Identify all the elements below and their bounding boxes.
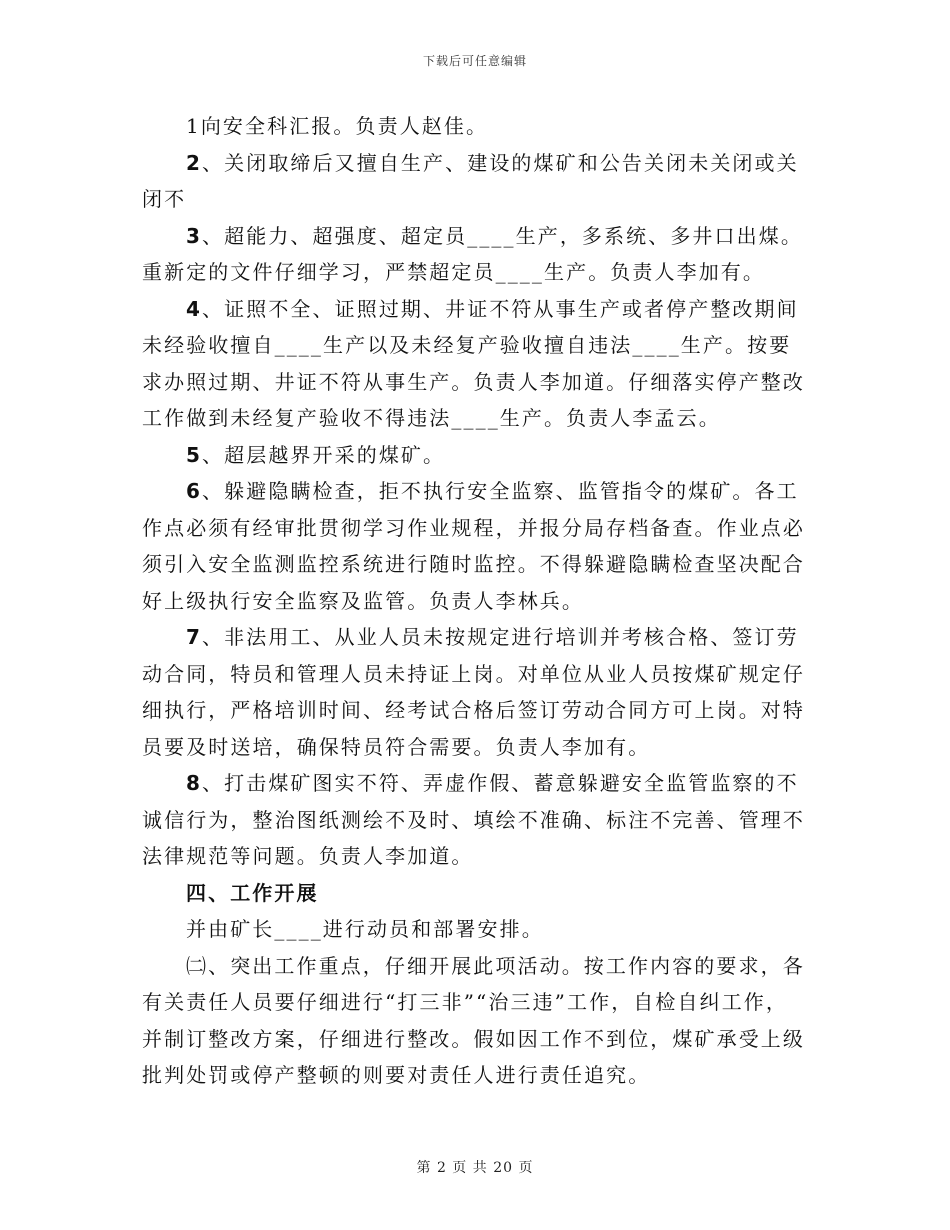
paragraph [142, 291, 810, 437]
header-note: 下载后可任意编辑 [422, 54, 527, 68]
item-number: 6 [186, 479, 203, 503]
item-number: 3 [186, 223, 203, 248]
page-number: 第 2 页 共 20 页 [416, 1160, 534, 1176]
paragraph [142, 145, 810, 218]
paragraph-text: 、打击煤矿图实不符、弄虚作假、蓄意躲避安全监管监察的不诚信行为，整治图纸测绘不及时、填绘不准确、标注不完善、管理不法律规范等问题。负责人李加道。 [142, 771, 805, 868]
paragraph-text: 、关闭取缔后又擅自生产、建设的煤矿和公告关闭未关闭或关闭不 [142, 150, 799, 211]
paragraph-text: 、躲避隐瞒检查，拒不执行安全监察、监管指令的煤矿。各工作点必须有经审批贯彻学习作业规程，并报分局存档备查。作业点必须引入安全监测监控系统进行随时监控。不得躲避隐瞒检查坚决配合好上级执行安全监察及监管。负责人李林兵。 [142, 479, 805, 613]
item-number: 7 [186, 625, 203, 649]
paragraph-text: 、超层越界开采的煤矿。 [202, 442, 446, 467]
paragraph-text: 、证照不全、证照过期、井证不符从事生产或者停产整改期间未经验收擅自____生产以及未经复产验收擅自违法____生产。按要求办照过期、井证不符从事生产。负责人李加道。仔细落实停产整改工作做到未经复产验收不得违法____生产。负责人李孟云。 [142, 296, 805, 430]
item-number: 8 [186, 771, 203, 795]
item-number: 2 [186, 150, 203, 175]
paragraph-text: 、超能力、超强度、超定员____生产，多系统、多井口出煤。重新定的文件仔细学习，严禁超定员____生产。负责人李加有。 [142, 223, 803, 284]
item-number: 5 [186, 442, 203, 467]
section-paragraph: ㈡、突出工作重点，仔细开展此项活动。按工作内容的要求，各有关责任人员要仔细进行“打三非”“治三违”工作，自检自纠工作，并制订整改方案，仔细进行整改。假如因工作不到位，煤矿承受上级批判处罚或停产整顿的则要对责任人进行责任追究。 [142, 953, 805, 1087]
paragraph [142, 437, 810, 474]
paragraph-text: 1向安全科汇报。负责人赵佳。 [186, 114, 489, 138]
paragraph [142, 765, 810, 875]
paragraph [142, 108, 810, 145]
item-number: 4 [186, 296, 203, 321]
paragraph [142, 619, 810, 765]
paragraph-text: 、非法用工、从业人员未按规定进行培训并考核合格、签订劳动合同，特员和管理人员未持证上岗。对单位从业人员按煤矿规定仔细执行，严格培训时间、经考试合格后签订劳动合同方可上岗。对特员要及时送培，确保特员符合需要。负责人李加有。 [142, 625, 805, 759]
section-heading: 四、工作开展 [186, 880, 319, 905]
paragraph [142, 473, 810, 619]
section-paragraph: 并由矿长____进行动员和部署安排。 [186, 917, 544, 941]
body-text [142, 108, 810, 1094]
paragraph [142, 218, 810, 291]
